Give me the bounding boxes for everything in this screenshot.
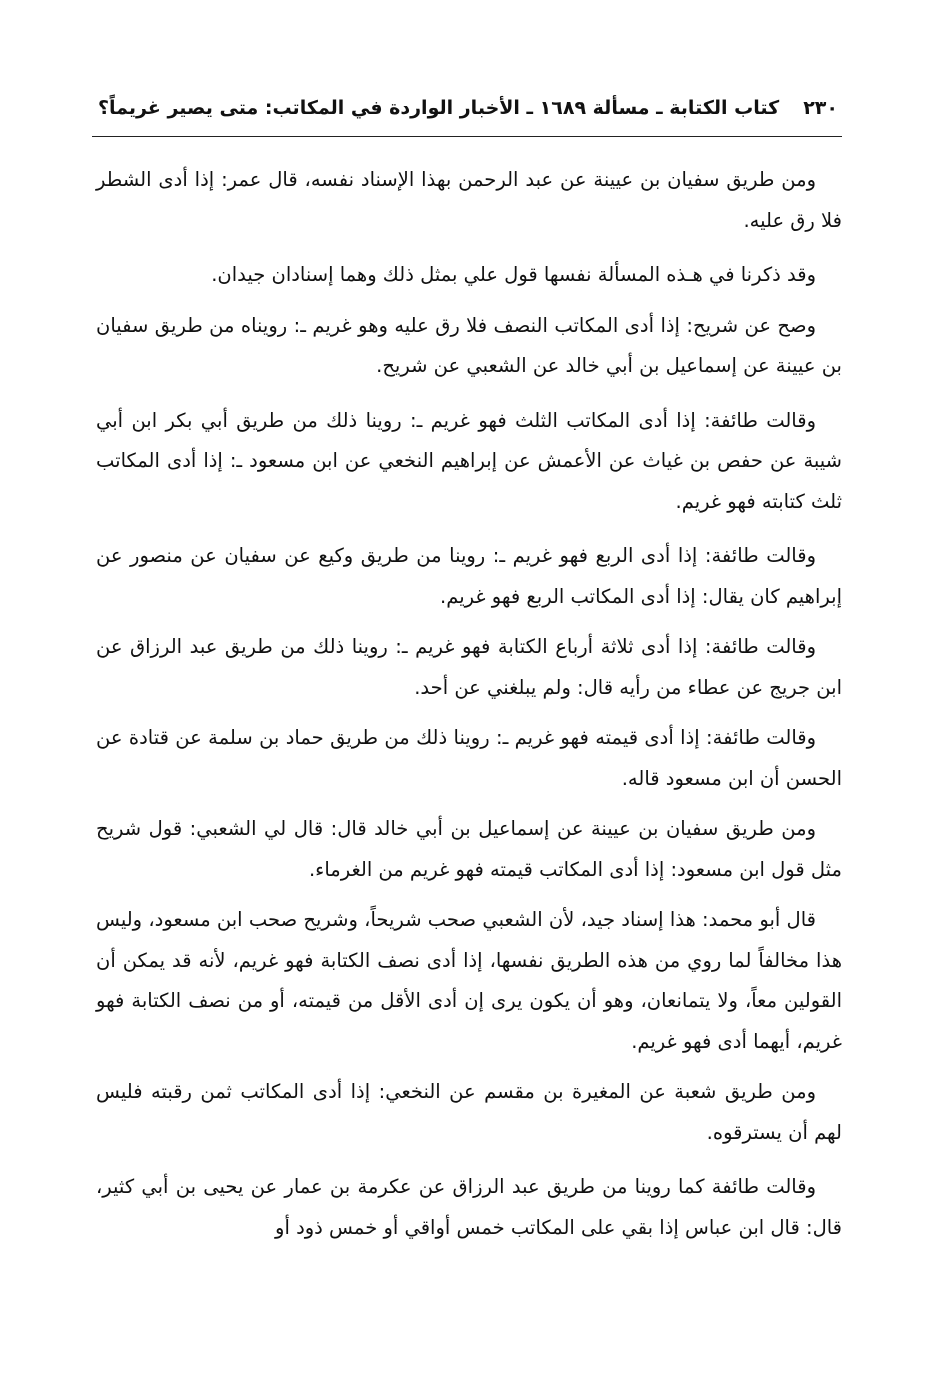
paragraph-9: قال أبو محمد: هذا إسناد جيد، لأن الشعبي صحب شريحاً، وشريح صحب ابن مسعود، وليس هذا مخالفاً لما روي من هذه الطريق نفسها، إذا أدى نصف الكتابة فهو غريم، لأنه قد يمكن أن القولين معاً، ولا يتمانعان، وهو أن يكون يرى إن أدى الأقل من قيمته، أو من نصف الكتابة فهو غريم، أيهما أدى فهو غريم. [96, 908, 842, 1053]
running-header [98, 86, 838, 130]
header-rule [92, 136, 842, 137]
page-number: ٢٣٠ [803, 97, 838, 119]
paragraph-2: وقد ذكرنا في هـذه المسألة نفسها قول علي بمثل ذلك وهما إسنادان جيدان. [211, 263, 816, 286]
paragraph-1: ومن طريق سفيان بن عيينة عن عبد الرحمن بهذا الإسناد نفسه، قال عمر: إذا أدى الشطر فلا رق عليه. [96, 168, 842, 232]
paragraph-5: وقالت طائفة: إذا أدى الربع فهو غريم ـ: روينا من طريق وكيع عن سفيان عن منصور عن إبراهيم كان يقال: إذا أدى المكاتب الربع فهو غريم. [96, 544, 842, 608]
paragraph-3: وصح عن شريح: إذا أدى المكاتب النصف فلا رق عليه وهو غريم ـ: رويناه من طريق سفيان بن عيينة عن إسماعيل بن أبي خالد عن الشعبي عن شريح. [96, 313, 842, 377]
paragraph-8: ومن طريق سفيان بن عيينة عن إسماعيل بن أبي خالد قال: قال لي الشعبي: قول شريح مثل قول ابن مسعود: إذا أدى المكاتب قيمته فهو غريم من الغرماء. [96, 817, 842, 881]
header-title: كتاب الكتابة ـ مسألة ١٦٨٩ ـ الأخبار الواردة في المكاتب: متى يصير غريماً؟ [98, 97, 780, 119]
paragraph-6: وقالت طائفة: إذا أدى ثلاثة أرباع الكتابة فهو غريم ـ: روينا ذلك من طريق عبد الرزاق عن ابن جريج عن عطاء من رأيه قال: ولم يبلغني عن أحد. [96, 635, 842, 699]
paragraph-11: وقالت طائفة كما روينا من طريق عبد الرزاق عن عكرمة بن عمار عن يحيى بن أبي كثير، قال: قال ابن عباس إذا بقي على المكاتب خمس أواقي أو خمس ذود أو [96, 1175, 842, 1239]
paragraph-7: وقالت طائفة: إذا أدى قيمته فهو غريم ـ: روينا ذلك من طريق حماد بن سلمة عن قتادة عن الحسن أن ابن مسعود قاله. [96, 726, 842, 790]
body-text [96, 160, 842, 1258]
paragraph-4: وقالت طائفة: إذا أدى المكاتب الثلث فهو غريم ـ: روينا ذلك من طريق أبي بكر ابن أبي شيبة عن حفص بن غياث عن الأعمش عن إبراهيم النخعي عن ابن مسعود ـ: إذا أدى المكاتب ثلث كتابته فهو غريم. [96, 408, 842, 513]
paragraph-10: ومن طريق شعبة عن المغيرة بن مقسم عن النخعي: إذا أدى المكاتب ثمن رقبته فليس لهم أن يسترقوه. [96, 1080, 842, 1144]
